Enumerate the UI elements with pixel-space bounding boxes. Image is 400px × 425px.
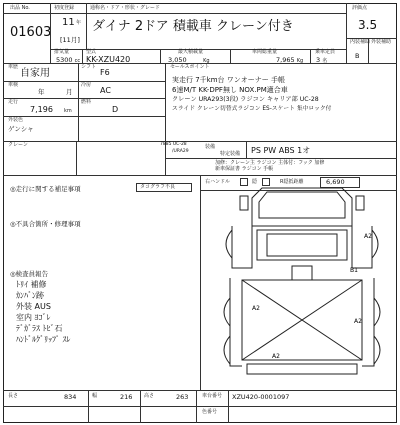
sales-point-line: 6速M/T KK-DPF無し NOX.PM適合車 [172, 86, 288, 94]
inspector-line: ﾄﾘｲ 補修 [16, 280, 47, 289]
damage-mark: A2 [354, 318, 362, 325]
color-value: ゲンシャ [8, 125, 34, 133]
usage-label: 車歴 [8, 64, 19, 70]
r-value: 6,690 [326, 178, 345, 186]
width-value: 216 [120, 393, 133, 401]
year-unit: 年 [76, 20, 82, 26]
mileage-unit: km [64, 108, 72, 114]
height-value: 263 [176, 393, 189, 401]
fuel-value: D [112, 105, 119, 114]
model-header-label: 通称名・ドア・形状・グレード [90, 5, 160, 11]
crane-sub-notes: 加修：クレーン主 ラジコン 主体付：フック 加修 新車保証書 ラジコン 手帳 [215, 160, 325, 172]
lot-number: 01603 [10, 25, 52, 40]
score-label: 評価点 [352, 5, 368, 11]
shift-label: シフト [81, 64, 97, 70]
defect-notes-label: ◎不具合箇所・修理事項 [10, 220, 81, 228]
r-label: R隠抵距離 [280, 179, 304, 185]
chassis-label: 車台番号 [202, 393, 223, 399]
length-label: 長さ [8, 393, 19, 399]
driving-notes-label: ◎走行に関する補足事項 [10, 185, 81, 193]
handle-label: 右ハンドル [205, 179, 231, 185]
sales-points-label: セールスポイント [170, 64, 210, 70]
year-month: [11月] [60, 36, 80, 44]
year-label: 初度登録 [54, 5, 75, 11]
mileage-value: 7,196 [30, 105, 53, 114]
sales-point-line: スライド クレーン切替式ラジコン ES-スケート 集中ロック付 [172, 106, 332, 112]
crane-cell-1: 7885 UC-28 [160, 142, 187, 147]
vehicle-name: ダイナ 2ドア 積載車 クレーン付き [92, 19, 294, 34]
crane-label: クレーン [8, 142, 28, 148]
sales-point-line: クレーン URA293(3段) ラジコン キャリア部 UC-28 [172, 96, 319, 103]
hidden-label: 隠 [252, 179, 258, 185]
displacement-value: 5300 cc [56, 56, 81, 64]
color-number-label: 色番号 [202, 409, 218, 415]
interior-value: B [355, 52, 360, 60]
fuel-label: 燃料 [81, 99, 92, 105]
damage-mark: A2 [252, 305, 260, 312]
inspection-month-unit: 月 [66, 88, 73, 96]
displacement-label: 排気量 [54, 49, 70, 55]
gross-weight-value: 7,965 Kg [276, 56, 304, 64]
crane-cell-2: /URA29 [172, 149, 189, 154]
score-value: 3.5 [358, 18, 378, 32]
inspector-line: 外装 AUS [16, 302, 51, 311]
inspector-line: ﾃﾞｶﾞﾗｽ ﾄﾋﾞ石 [16, 324, 63, 333]
usage-value: 自家用 [20, 68, 50, 79]
ac-value: AC [100, 86, 111, 95]
exterior-label: 外装補助 [371, 39, 392, 45]
truck-diagram [212, 178, 397, 388]
taco-label: タコグラフ不良 [140, 184, 176, 190]
inspection-label: 車検 [8, 82, 19, 88]
shift-value: F6 [100, 68, 110, 77]
gross-weight-label: 車両総重量 [252, 49, 278, 55]
type-value: KK-XZU420 [86, 55, 131, 64]
sales-point-line: 実走行 7千km台 ワンオーナー 手帳 [172, 76, 286, 84]
height-label: 高さ [144, 393, 155, 399]
seats-value: 3 名 [316, 56, 328, 64]
chassis-value: XZU420-0001097 [232, 393, 290, 401]
damage-mark: A2 [364, 233, 372, 240]
inspector-line: ｶﾝﾊﾞﾝ跡 [16, 291, 44, 300]
equipment-label: 装備 [205, 144, 216, 150]
damage-mark: A2 [272, 353, 280, 360]
damage-mark: B1 [350, 267, 358, 274]
inspection-year-unit: 年 [38, 88, 45, 96]
color-label: 外装色 [8, 117, 24, 123]
mileage-label: 走行 [8, 99, 19, 105]
lot-label: 出品 No. [10, 5, 30, 11]
equipment-label-2: 特定装備 [220, 151, 241, 157]
width-label: 幅 [92, 393, 98, 399]
year-value: 11 [62, 17, 75, 28]
equipment-value: PS PW ABS 1オ [251, 146, 311, 155]
seats-label: 乗車定員 [315, 49, 336, 55]
length-value: 834 [64, 393, 77, 401]
interior-label: 内装補助 [350, 39, 371, 45]
ac-label: 冷房 [81, 82, 92, 88]
capacity-value: 3,050 Kg [168, 56, 210, 64]
inspector-report-label: ◎検査員報告 [10, 270, 49, 278]
type-label: 型式 [86, 49, 97, 55]
inspector-line: ﾊﾝﾄﾞﾙｸﾞﾘｯﾌﾟ ｽﾚ [16, 335, 71, 344]
inspector-line: 室内 ﾖｺﾞﾚ [16, 313, 51, 322]
capacity-label: 最大積載量 [178, 49, 204, 55]
